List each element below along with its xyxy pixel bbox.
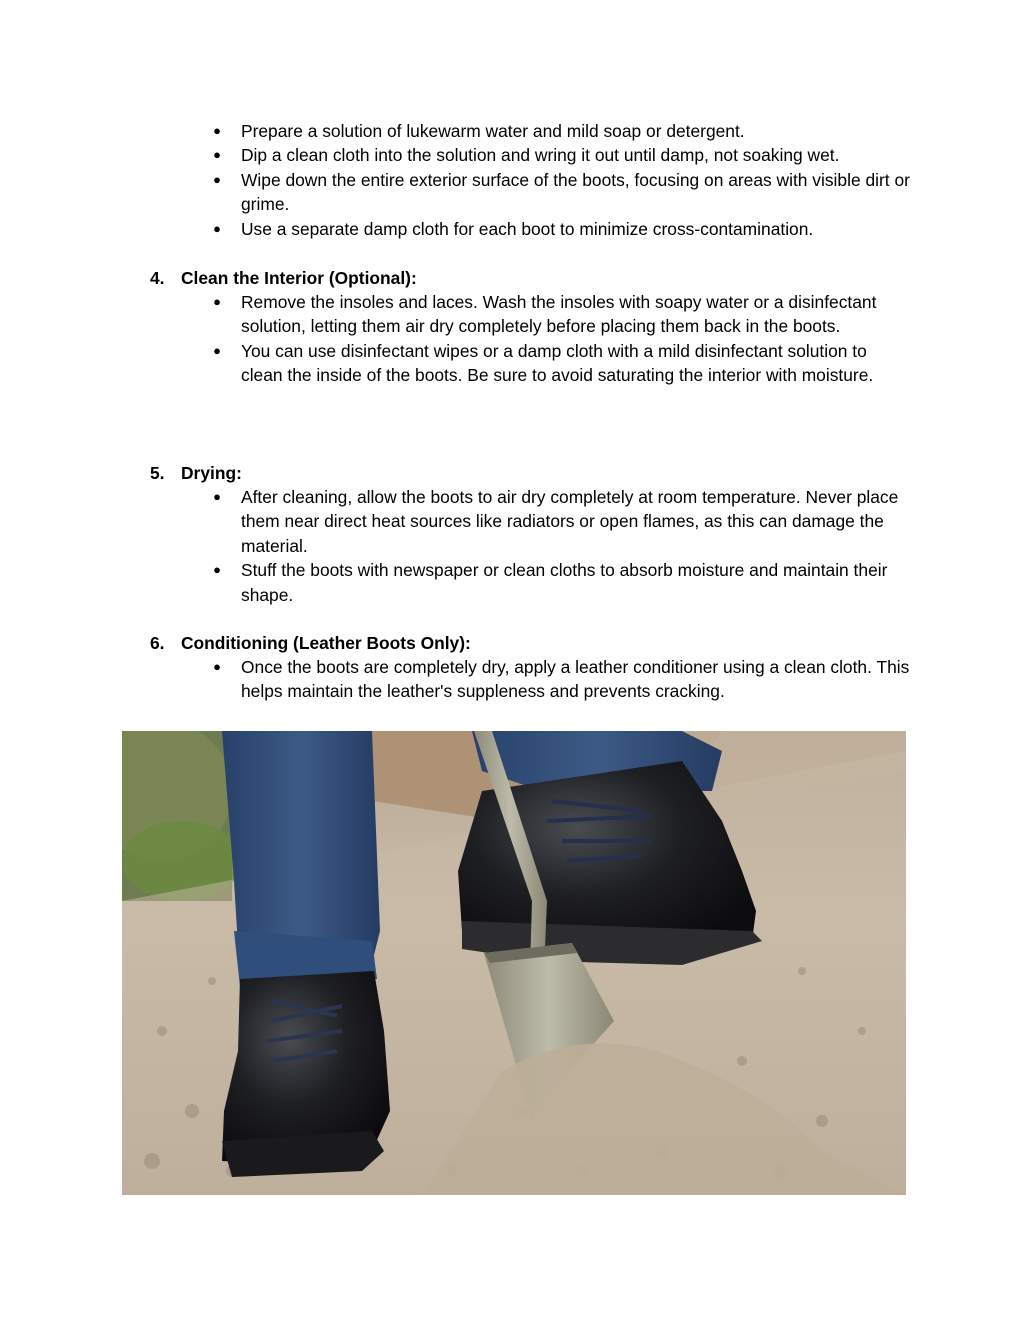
intro-bullet-list <box>0 119 1024 241</box>
list-item <box>0 339 1024 388</box>
drying-bullet-list <box>0 485 1024 607</box>
bullet-icon: ● <box>213 123 221 138</box>
section-number: 5. <box>150 463 165 483</box>
bullet-icon: ● <box>213 489 221 504</box>
bullet-text: Use a separate damp cloth for each boot to minimize cross-contamination. <box>241 218 814 239</box>
section-heading-conditioning <box>150 631 471 655</box>
section-heading-drying <box>150 461 242 485</box>
bullet-text: Dip a clean cloth into the solution and wring it out until damp, not soaking wet. <box>241 145 840 166</box>
bullet-text: Remove the insoles and laces. Wash the insoles with soapy water or a disinfectant solution, letting them air dry completely before placing them back in the boots. <box>241 292 877 337</box>
list-item <box>0 485 1024 558</box>
list-item <box>0 119 1024 143</box>
section-title: Drying: <box>181 463 242 483</box>
bullet-icon: ● <box>213 562 221 578</box>
bullet-icon: ● <box>213 294 221 309</box>
bullet-text: You can use disinfectant wipes or a damp cloth with a mild disinfectant solution to clean the inside of the boots. Be sure to avoid saturating the interior with moisture. <box>241 340 874 386</box>
section-heading-clean-interior <box>150 266 417 290</box>
conditioning-bullet-list <box>0 655 1024 704</box>
list-item <box>0 217 1024 241</box>
bullet-icon: ● <box>213 342 221 358</box>
bullet-text: Wipe down the entire exterior surface of the boots, focusing on areas with visible dirt or grime. <box>241 169 910 215</box>
bullet-icon: ● <box>213 171 221 187</box>
list-item <box>0 558 1024 607</box>
list-item <box>0 655 1024 704</box>
bullet-text: Prepare a solution of lukewarm water and mild soap or detergent. <box>241 121 745 141</box>
list-item <box>0 290 1024 339</box>
list-item <box>0 168 1024 217</box>
section-title: Clean the Interior (Optional): <box>181 268 417 288</box>
bullet-icon: ● <box>213 659 221 674</box>
clean-interior-bullet-list <box>0 290 1024 388</box>
bullet-text: Once the boots are completely dry, apply a leather conditioner using a clean cloth. This helps maintain the leather's suppleness and prevents cracking. <box>241 657 910 702</box>
bullet-text: Stuff the boots with newspaper or clean cloths to absorb moisture and maintain their shape. <box>241 560 888 605</box>
boots-digging-illustration <box>122 731 906 1195</box>
list-item <box>0 143 1024 167</box>
boots-digging-photo <box>122 731 906 1195</box>
bullet-icon: ● <box>213 147 221 163</box>
section-title: Conditioning (Leather Boots Only): <box>181 633 471 653</box>
bullet-text: After cleaning, allow the boots to air dry completely at room temperature. Never place them near direct heat sources like radiators or open flames, as this can damage the material. <box>241 487 899 556</box>
section-number: 4. <box>150 268 165 288</box>
section-number: 6. <box>150 633 165 653</box>
bullet-icon: ● <box>213 220 221 236</box>
